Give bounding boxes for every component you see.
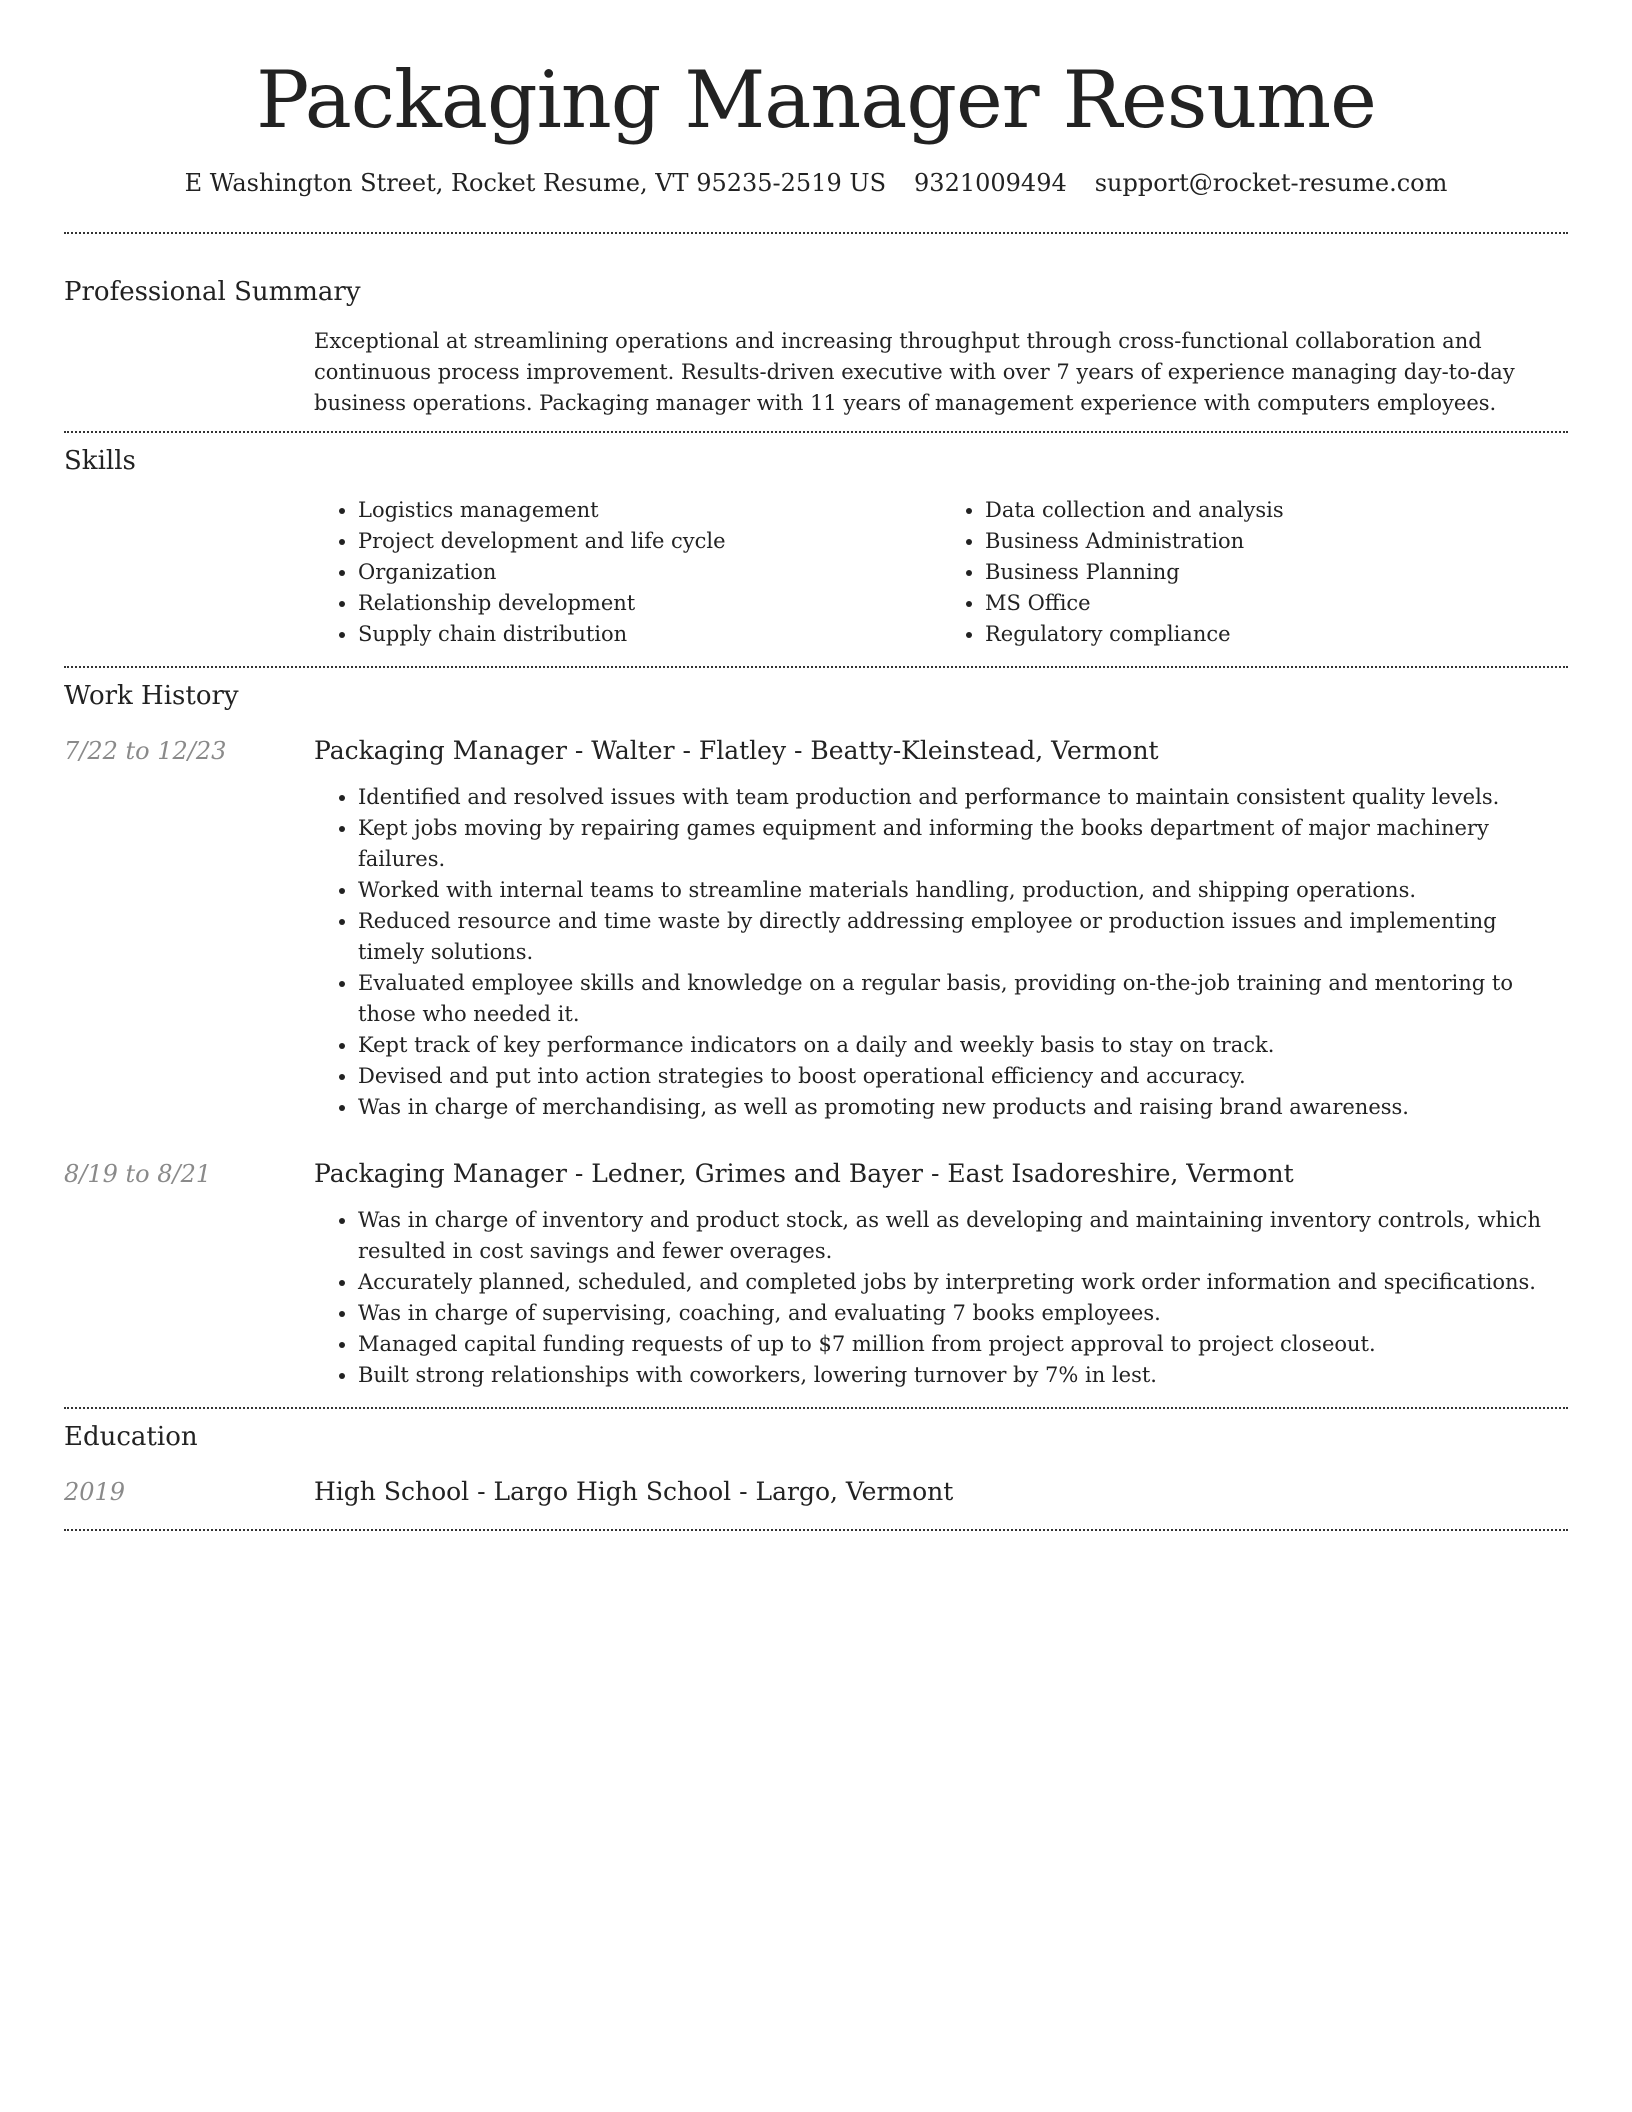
job-bullet: • Kept track of key performance indicators on a daily and weekly basis to stay on track. (358, 1030, 1568, 1061)
job-bullet: • Worked with internal teams to streamline materials handling, production, and shipping operations. (358, 875, 1568, 906)
contact-line (64, 166, 1568, 200)
job-bullet: • Was in charge of merchandising, as well as promoting new products and raising brand awareness. (358, 1092, 1568, 1123)
section-divider (64, 666, 1568, 668)
section-divider (64, 232, 1568, 234)
education-dates: 2019 (64, 1478, 126, 1506)
job-bullets (314, 782, 1568, 1123)
job-bullet: • Was in charge of inventory and product stock, as well as developing and maintaining inventory controls, which resulted in cost savings and fewer overages. (358, 1205, 1568, 1267)
skill-item: • Regulatory compliance (985, 619, 1568, 650)
job-bullet: • Devised and put into action strategies to boost operational efficiency and accuracy. (358, 1061, 1568, 1092)
job-dates: 8/19 to 8/21 (64, 1160, 212, 1188)
skills-list (314, 495, 1568, 650)
job-entry (64, 1157, 1568, 1391)
skill-item: • Logistics management (358, 495, 941, 526)
job-bullet: • Evaluated employee skills and knowledge on a regular basis, providing on-the-job training and mentoring to those who needed it. (358, 968, 1568, 1030)
skill-item: • Project development and life cycle (358, 526, 941, 557)
contact-email: support@rocket-resume.com (1094, 169, 1448, 197)
job-bullet: • Managed capital funding requests of up to $7 million from project approval to project closeout. (358, 1329, 1568, 1360)
job-bullet: • Kept jobs moving by repairing games equipment and informing the books department of major machinery failures. (358, 813, 1568, 875)
job-entry (64, 734, 1568, 1123)
job-bullet: • Accurately planned, scheduled, and completed jobs by interpreting work order information and specifications. (358, 1267, 1568, 1298)
summary-text: Exceptional at streamlining operations and increasing throughput through cross-functional collaboration and continuous process improvement. Results-driven executive with over 7 years of experience managing day-to-day business operations. Packaging manager with 11 years of management experience with computers employees. (314, 329, 1515, 415)
skill-item: • Data collection and analysis (985, 495, 1568, 526)
summary-section (64, 274, 1568, 419)
job-bullet: • Was in charge of supervising, coaching, and evaluating 7 books employees. (358, 1298, 1568, 1329)
resume-title: Packaging Manager Resume (256, 54, 1376, 146)
section-divider (64, 431, 1568, 433)
job-title: Packaging Manager - Walter - Flatley - Beatty-Kleinstead, Vermont (314, 736, 1159, 765)
skills-column-left (314, 495, 941, 650)
skills-section (64, 443, 1568, 650)
contact-address: E Washington Street, Rocket Resume, VT 95235-2519 US (184, 169, 887, 197)
skills-column-right (941, 495, 1568, 650)
education-entry (64, 1475, 1568, 1509)
education-section (64, 1419, 1568, 1509)
skill-item: • Relationship development (358, 588, 941, 619)
contact-phone: 9321009494 (914, 169, 1067, 197)
job-bullet: • Reduced resource and time waste by directly addressing employee or production issues and implementing timely solutions. (358, 906, 1568, 968)
skill-item: • Supply chain distribution (358, 619, 941, 650)
job-bullet: • Identified and resolved issues with team production and performance to maintain consistent quality levels. (358, 782, 1568, 813)
job-dates: 7/22 to 12/23 (64, 737, 227, 765)
job-bullet: • Built strong relationships with coworkers, lowering turnover by 7% in lest. (358, 1360, 1568, 1391)
skill-item: • MS Office (985, 588, 1568, 619)
section-divider (64, 1529, 1568, 1531)
summary-heading: Professional Summary (64, 277, 361, 307)
skill-item: • Organization (358, 557, 941, 588)
job-bullets (314, 1205, 1568, 1391)
skill-item: • Business Planning (985, 557, 1568, 588)
work-history-section (64, 678, 1568, 1391)
skills-heading: Skills (64, 446, 136, 476)
skill-item: • Business Administration (985, 526, 1568, 557)
education-heading: Education (64, 1422, 198, 1452)
job-title: Packaging Manager - Ledner, Grimes and Bayer - East Isadoreshire, Vermont (314, 1159, 1294, 1188)
section-divider (64, 1407, 1568, 1409)
education-title: High School - Largo High School - Largo, Vermont (314, 1477, 954, 1506)
work-history-heading: Work History (64, 681, 239, 711)
